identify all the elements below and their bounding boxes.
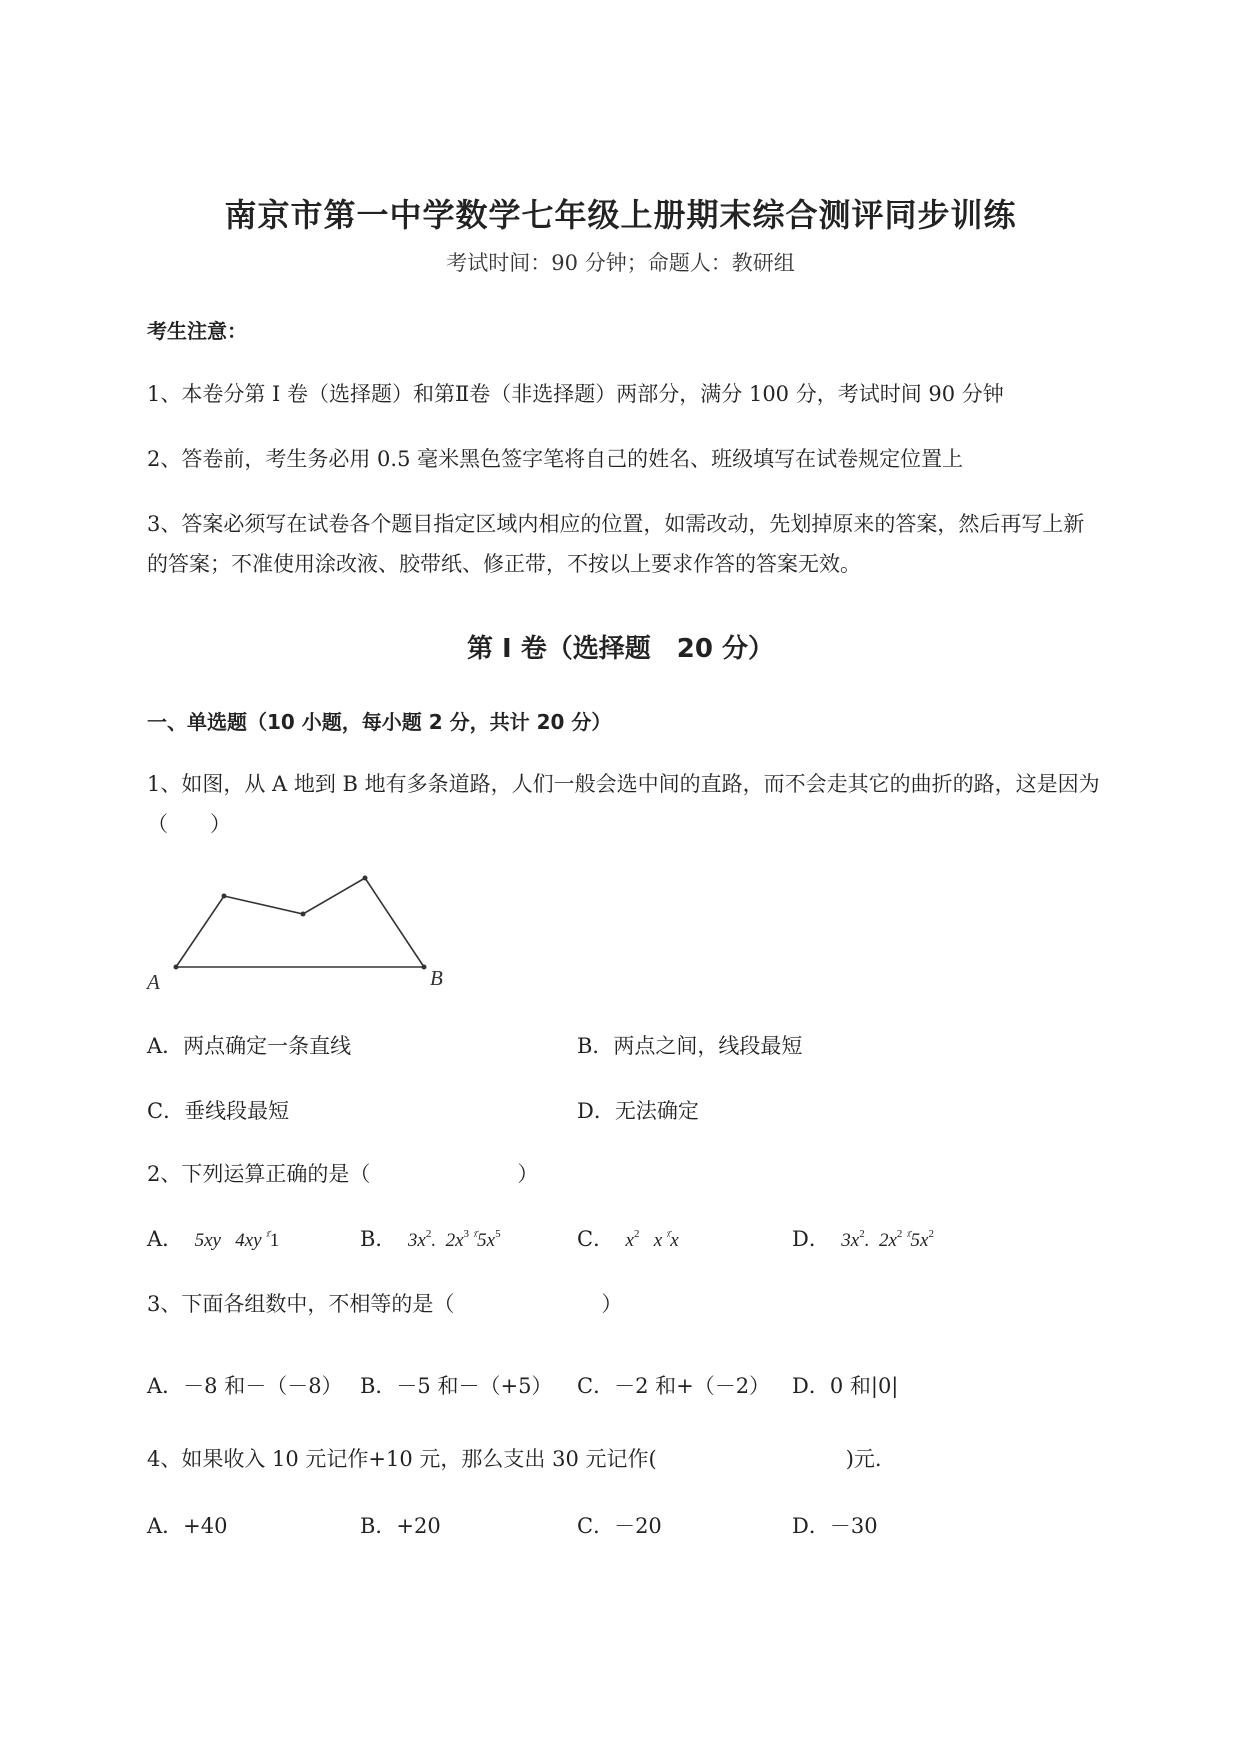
q2-option-d[interactable]: D． $3x^2$. $2x^2$ $^{ᵡ᷄}5x^2$ — [792, 1227, 934, 1251]
q4-option-a[interactable]: A．+40 — [147, 1514, 228, 1538]
label-a: A — [147, 970, 160, 994]
q3-option-c[interactable]: C．－2 和+（－2） — [577, 1374, 771, 1398]
q2-stem: 2、下列运算正确的是（ ） — [147, 1162, 539, 1186]
curved-route-line — [176, 878, 424, 967]
option-letter: A． — [147, 1227, 184, 1251]
q3-stem: 3、下面各组数中，不相等的是（ ） — [147, 1292, 623, 1316]
point-a — [174, 965, 179, 970]
section-subtitle: 一、单选题（10 小题，每小题 2 分，共计 20 分） — [147, 710, 612, 734]
notice-item-3: 3、答案必须写在试卷各个题目指定区域内相应的位置，如需改动，先划掉原来的答案，然后再写上新 — [147, 512, 1085, 536]
q1-option-d[interactable]: D．无法确定 — [577, 1099, 699, 1123]
q1-option-b[interactable]: B．两点之间，线段最短 — [577, 1034, 803, 1058]
option-letter: D． — [792, 1227, 830, 1251]
q2-option-c[interactable]: C． $x^2$ x $^{ᵡ᷄}$x — [577, 1227, 679, 1251]
q2-option-b[interactable]: B． $3x^2$. $2x^3$ $^{ᵡ᷄}5x^5$ — [360, 1227, 501, 1251]
route-vertex — [363, 876, 368, 881]
q1-route-figure — [140, 865, 460, 995]
term: 4xy — [235, 1230, 262, 1251]
notice-heading: 考生注意： — [147, 319, 247, 343]
garbled-operator: ᵡ᷄ — [266, 1228, 270, 1242]
term: 1 — [269, 1230, 280, 1251]
q4-option-d[interactable]: D．－30 — [792, 1514, 878, 1538]
q1-option-a[interactable]: A．两点确定一条直线 — [147, 1034, 352, 1058]
q1-option-c[interactable]: C．垂线段最短 — [147, 1099, 290, 1123]
route-vertex — [222, 894, 227, 899]
notice-item-2: 2、答卷前，考生务必用 0.5 毫米黑色签字笔将自己的姓名、班级填写在试卷规定位置上 — [147, 447, 964, 471]
notice-item-3-cont: 的答案；不准使用涂改液、胶带纸、修正带，不按以上要求作答的答案无效。 — [147, 552, 861, 576]
q3-option-a[interactable]: A．－8 和－（－8） — [147, 1374, 343, 1398]
option-letter: C． — [577, 1227, 615, 1251]
q4-option-b[interactable]: B．+20 — [360, 1514, 441, 1538]
q4-option-c[interactable]: C．－20 — [577, 1514, 662, 1538]
term: 5xy — [194, 1230, 221, 1251]
q3-option-b[interactable]: B．－5 和－（+5） — [360, 1374, 553, 1398]
section-title: 第 I 卷（选择题 20 分） — [466, 634, 774, 664]
notice-item-1: 1、本卷分第 I 卷（选择题）和第Ⅱ卷（非选择题）两部分，满分 100 分，考试时间 90 分钟 — [147, 382, 1004, 406]
exam-title: 南京市第一中学数学七年级上册期末综合测评同步训练 — [224, 196, 1017, 234]
label-b: B — [430, 966, 443, 990]
option-letter: B． — [360, 1227, 397, 1251]
exam-subtitle: 考试时间：90 分钟；命题人：教研组 — [446, 251, 795, 275]
point-b — [422, 965, 427, 970]
q4-stem: 4、如果收入 10 元记作+10 元，那么支出 30 元记作( )元. — [147, 1447, 882, 1471]
q1-stem-paren: （ ） — [147, 812, 231, 836]
q3-option-d[interactable]: D．0 和|0| — [792, 1374, 899, 1398]
q2-option-a[interactable] — [147, 1223, 279, 1253]
route-vertex — [301, 912, 306, 917]
q1-stem: 1、如图，从 A 地到 B 地有多条道路，人们一般会选中间的直路，而不会走其它的曲折的路，这是因为 — [147, 772, 1100, 796]
